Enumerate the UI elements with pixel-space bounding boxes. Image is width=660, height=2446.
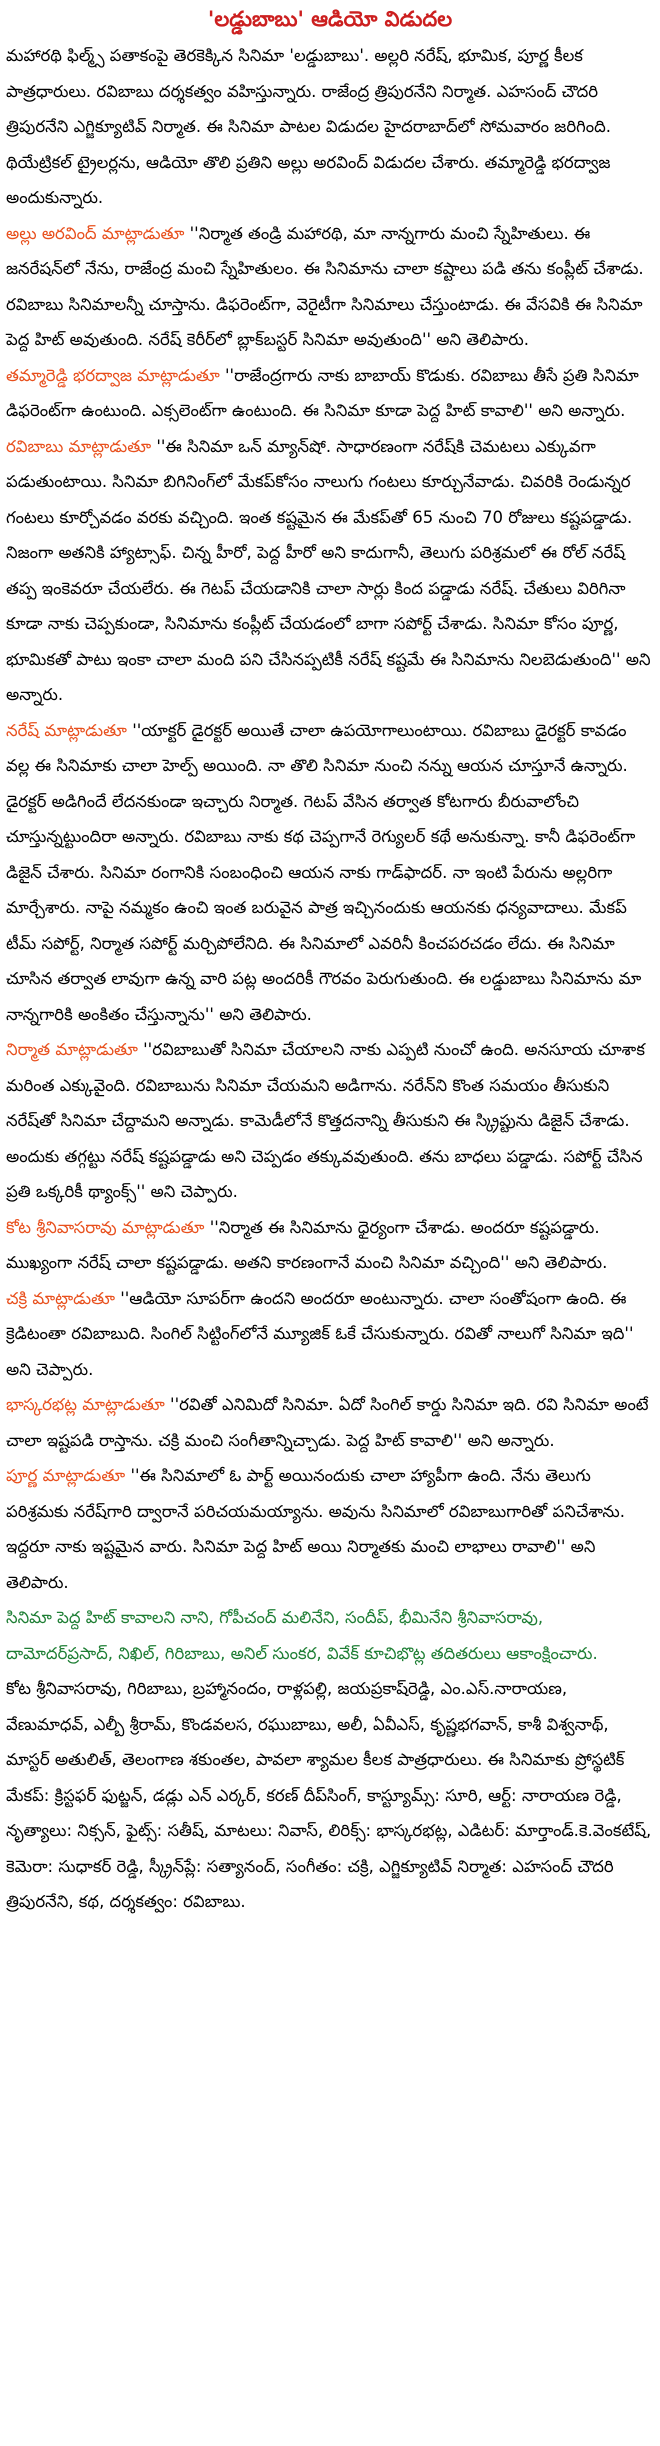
speech-text: ''నిర్మాత ఈ సినిమాను ధైర్యంగా చేశాడు. అందరూ కష్టపడ్డారు. ముఖ్యంగా నరేష్ చాలా కష్టపడ్డాడు. అతని కారణంగానే మంచి సినిమా వచ్చింది'' అని తెలిపారు. bbox=[6, 1217, 608, 1272]
speech-text: ''రవితో ఎనిమిదో సినిమా. ఏదో సింగిల్ కార్డు సినిమా ఇది. రవి సినిమా అంటే చాలా ఇష్టపడి రాస్తాను. చక్రి మంచి సంగీతాన్నిచ్చాడు. పెద్ద హిట్ కావాలి'' అని అన్నారు. bbox=[6, 1395, 649, 1450]
speech-bhaskarabhatla bbox=[6, 1387, 654, 1458]
speech-chakri bbox=[6, 1281, 654, 1388]
speaker-name: నరేష్ మాట్లాడుతూ bbox=[6, 720, 127, 740]
speech-naresh bbox=[6, 713, 654, 1033]
speech-ravibabu bbox=[6, 429, 654, 713]
speech-tammareddy bbox=[6, 358, 654, 429]
speech-text: ''ఈ సినిమా ఒన్ మ్యాన్‌షో. సాధారణంగా నరేష్‌కి చెమటలు ఎక్కువగా పడుతుంటాయి. సినిమా బిగినింగ్‌లో మేకప్‌కోసం నాలుగు గంటలు కూర్చునేవాడు. చివరికి రెండున్నర గంటలు కూర్చోవడం వరకు వచ్చింది. ఇంత కష్టమైన ఈ మేకప్‌తో 65 నుంచి 70 రోజులు కష్టపడ్డాడు. నిజంగా అతనికి హ్యాట్సాఫ్. చిన్న హీరో, పెద్ద హీరో అని కాదుగానీ, తెలుగు పరిశ్రమలో ఈ రోల్ నరేష్ తప్ప ఇంకెవరూ చేయలేరు. ఈ గెటప్ చేయడానికి చాలా సార్లు కింద పడ్డాడు నరేష్. చేతులు విరిగినా కూడా నాకు చెప్పకుండా, సినిమాను కంప్లీట్ చేయడంలో బాగా సపోర్ట్ చేశాడు. సినిమా కోసం పూర్ణ, భూమికతో పాటు ఇంకా చాలా మంది పని చేసినప్పటికీ నరేష్ కష్టమే ఈ సినిమాను నిలబెడుతుంది'' అని అన్నారు. bbox=[6, 436, 651, 704]
speech-allu-aravind bbox=[6, 216, 654, 358]
speech-text: ''రాజేంద్రగారు నాకు బాబాయ్ కొడుకు. రవిబాబు తీసే ప్రతి సినిమా డిఫరెంట్‌గా ఉంటుంది. ఎక్సలెంట్‌గా ఉంటుంది. ఈ సినిమా కూడా పెద్ద హిట్ కావాలి'' అని అన్నారు. bbox=[6, 365, 639, 420]
speech-text: ''రవిబాబుతో సినిమా చేయాలని నాకు ఎప్పటి నుంచో ఉంది. అనసూయ చూశాక మరింత ఎక్కువైంది. రవిబాబును సినిమా చేయమని అడిగాను. నరేన్‌ని కొంత సమయం తీసుకుని నరేష్‌తో సినిమా చేద్దామని అన్నాడు. కామెడీలోనే కొత్తదనాన్ని తీసుకుని ఈ స్క్రిప్టును డిజైన్ చేశాడు. అందుకు తగ్గట్టు నరేష్ కష్టపడ్డాడు అని చెప్పడం తక్కువవుతుంది. తను బాధలు పడ్డాడు. సపోర్ట్ చేసిన ప్రతి ఒక్కరికీ థ్యాంక్స్'' అని చెప్పారు. bbox=[6, 1040, 645, 1201]
speech-text: ''యాక్టర్ డైరక్టర్ అయితే చాలా ఉపయోగాలుంటాయి. రవిబాబు డైరక్టర్ కావడం వల్ల ఈ సినిమాకు చాలా హెల్ప్ అయింది. నా తొలి సినిమా నుంచి నన్ను ఆయన చూస్తూనే ఉన్నారు. డైరక్టర్ అడిగిందే లేదనకుండా ఇచ్చారు నిర్మాత. గెటప్ వేసిన తర్వాత కోటగారు బీరువాలోంచి చూస్తున్నట్టుందిరా అన్నారు. రవిబాబు నాకు కథ చెప్పగానే రెగ్యులర్ కథే అనుకున్నా. కానీ డిఫరెంట్‌గా డిజైన్ చేశారు. సినిమా రంగానికి సంబంధించి ఆయన నాకు గాడ్‌ఫాదర్. నా ఇంటి పేరును అల్లరిగా మార్చేశారు. నాపై నమ్మకం ఉంచి ఇంత బరువైన పాత్ర ఇచ్చినందుకు ఆయనకు ధన్యవాదాలు. మేకప్ టీమ్ సపోర్ట్, నిర్మాత సపోర్ట్ మర్చిపోలేనిది. ఈ సినిమాలో ఎవరినీ కించపరచడం లేదు. ఈ సినిమా చూసిన తర్వాత లావుగా ఉన్న వారి పట్ల అందరికీ గౌరవం పెరుగుతుంది. ఈ లడ్డుబాబు సినిమాను మా నాన్నగారికి అంకితం చేస్తున్నాను'' అని తెలిపారు. bbox=[6, 720, 642, 1024]
speech-text: ''ఆడియో సూపర్‌గా ఉందని అందరూ అంటున్నారు. చాలా సంతోషంగా ఉంది. ఈ క్రెడిటంతా రవిబాబుది. సింగిల్ సిట్టింగ్‌లోనే మ్యూజిక్ ఓకే చేసుకున్నారు. రవితో నాలుగో సినిమా ఇది'' అని చెప్పారు. bbox=[6, 1288, 634, 1379]
speaker-name: అల్లు అరవింద్ మాట్లాడుతూ bbox=[6, 223, 185, 243]
speaker-name: తమ్మారెడ్డి భరద్వాజ మాట్లాడుతూ bbox=[6, 365, 220, 385]
speaker-name: చక్రి మాట్లాడుతూ bbox=[6, 1288, 115, 1308]
speech-text: ''ఈ సినిమాలో ఓ పార్ట్ అయినందుకు చాలా హ్యాపీగా ఉంది. నేను తెలుగు పరిశ్రమకు నరేష్‌గారి ద్వారానే పరిచయమయ్యాను. అవును సినిమాలో రవిబాబుగారితో పనిచేశాను. ఇద్దరూ నాకు ఇష్టమైన వారు. సినిమా పెద్ద హిట్ అయి నిర్మాతకు మంచి లాభాలు రావాలి'' అని తెలిపారు. bbox=[6, 1466, 625, 1592]
crew-paragraph: కోట శ్రీనివాసరావు, గిరిబాబు, బ్రహ్మానందం, రాళ్లపల్లి, జయప్రకాష్‌రెడ్డి, ఎం.ఎస్.నారాయణ, వేణుమాధవ్, ఎల్బీ శ్రీరామ్, కొండవలస, రఘుబాబు, అలీ, ఏవీఎస్, కృష్ణభగవాన్, కాశీ విశ్వనాథ్, మాస్టర్ అతులిత్, తెలంగాణ శకుంతల, పావలా శ్యామల కీలక పాత్రధారులు. ఈ సినిమాకు ప్రోస్థటిక్ మేకప్: క్రిస్టఫర్ ఫుట్జన్, డడ్లు ఎన్ ఎర్కర్, కరణ్ దీప్‌సింగ్, కాస్ట్యూమ్స్: సూరి, ఆర్ట్: నారాయణ రెడ్డి, నృత్యాలు: నిక్సన్, ఫైట్స్: సతీష్, మాటలు: నివాస్, లిరిక్స్: భాస్కరభట్ల, ఎడిటర్: మార్తాండ్.కె.వెంకటేష్, కెమెరా: సుధాకర్ రెడ్డి, స్క్రీన్‌ప్లే: సత్యానంద్, సంగీతం: చక్రి, ఎగ్జిక్యూటివ్ నిర్మాత: ఎహసంద్ చౌదరి త్రిపురనేని, కథ, దర్శకత్వం: రవిబాబు. bbox=[6, 1679, 652, 1911]
speaker-name: పూర్ణ మాట్లాడుతూ bbox=[6, 1466, 126, 1485]
speaker-name: కోట శ్రీనివాసరావు మాట్లాడుతూ bbox=[6, 1217, 205, 1237]
speaker-name: రవిబాబు మాట్లాడుతూ bbox=[6, 436, 152, 456]
speech-kota bbox=[6, 1210, 654, 1281]
wishes-paragraph: సినిమా పెద్ద హిట్ కావాలని నాని, గోపీచంద్ మలినేని, సందీప్, భీమినేని శ్రీనివాసరావు, దామోదర్‌ప్రసాద్, నిఖిల్, గిరిబాబు, అనిల్ సుంకర, వివేక్ కూచిభొట్ల తదితరులు ఆకాంక్షించారు. bbox=[6, 1608, 598, 1663]
intro-paragraph: మహారథి ఫిల్మ్స్ పతాకంపై తెరకెక్కిన సినిమా 'లడ్డుబాబు'. అల్లరి నరేష్, భూమిక, పూర్ణ కీలక పాత్రధారులు. రవిబాబు దర్శకత్వం వహిస్తున్నారు. రాజేంద్ర త్రిపురనేని నిర్మాత. ఎహసంద్ చౌదరి త్రిపురనేని ఎగ్జిక్యూటివ్ నిర్మాత. ఈ సినిమా పాటల విడుదల హైదరాబాద్‌లో సోమవారం జరిగింది. థియేట్రికల్ ట్రైలర్లను, ఆడియో తొలి ప్రతిని అల్లు అరవింద్ విడుదల చేశారు. తమ్మారెడ్డి భరద్వాజ అందుకున్నారు. bbox=[6, 46, 611, 207]
speaker-name: భాస్కరభట్ల మాట్లాడుతూ bbox=[6, 1395, 165, 1414]
speech-text: ''నిర్మాత తండ్రి మహారథి, మా నాన్నగారు మంచి స్నేహితులు. ఈ జనరేషన్‌లో నేను, రాజేంద్ర మంచి స్నేహితులం. ఈ సినిమాను చాలా కష్టాలు పడి తను కంప్లీట్ చేశాడు. రవిబాబు సినిమాలన్నీ చూస్తాను. డిఫరెంట్‌గా, వెరైటీగా సినిమాలు చేస్తుంటాడు. ఈ వేసవికి ఈ సినిమా పెద్ద హిట్ అవుతుంది. నరేష్ కెరీర్‌లో బ్లాక్‌బస్టర్ సినిమా అవుతుంది'' అని తెలిపారు. bbox=[6, 223, 644, 349]
speech-poorna bbox=[6, 1458, 654, 1600]
article-title: 'లడ్డుబాబు' ఆడియో విడుదల bbox=[207, 7, 453, 31]
speech-producer bbox=[6, 1032, 654, 1210]
speaker-name: నిర్మాత మాట్లాడుతూ bbox=[6, 1040, 138, 1059]
